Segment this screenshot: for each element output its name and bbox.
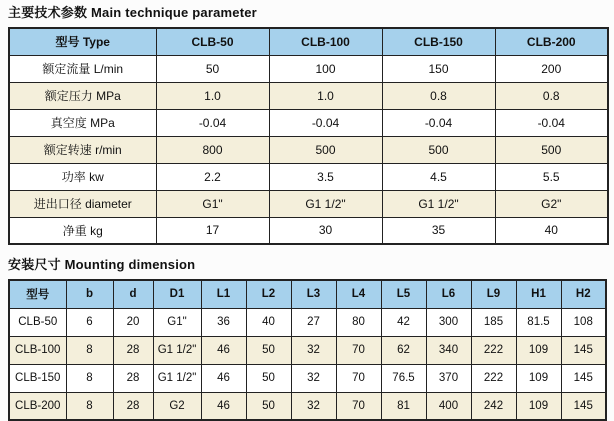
dimension-value: 81.5	[516, 308, 561, 336]
model-label: CLB-150	[9, 364, 66, 392]
mounting-column-header: H2	[561, 280, 606, 308]
model-label: CLB-50	[9, 308, 66, 336]
mounting-column-header: D1	[153, 280, 201, 308]
parameter-value: 100	[269, 55, 382, 82]
mounting-column-header: L2	[246, 280, 291, 308]
parameter-value: -0.04	[269, 109, 382, 136]
mounting-column-header: L1	[201, 280, 246, 308]
parameter-label: 真空度 MPa	[9, 109, 156, 136]
dimension-value: 80	[336, 308, 381, 336]
parameter-label: 进出口径 diameter	[9, 190, 156, 217]
dimension-value: 32	[291, 392, 336, 420]
technique-column-header: CLB-200	[495, 28, 608, 55]
dimension-value: 370	[426, 364, 471, 392]
dimension-value: 242	[471, 392, 516, 420]
dimension-value: 108	[561, 308, 606, 336]
table-row	[9, 308, 606, 336]
mounting-column-header: L6	[426, 280, 471, 308]
table-row	[9, 190, 608, 217]
mounting-column-header: d	[113, 280, 153, 308]
dimension-value: 28	[113, 364, 153, 392]
dimension-value: G1 1/2"	[153, 364, 201, 392]
parameter-value: 4.5	[382, 163, 495, 190]
dimension-value: 46	[201, 336, 246, 364]
parameter-label: 净重 kg	[9, 217, 156, 244]
dimension-value: 50	[246, 336, 291, 364]
parameter-value: 0.8	[382, 82, 495, 109]
parameter-value: 150	[382, 55, 495, 82]
parameter-value: 30	[269, 217, 382, 244]
table-row	[9, 217, 608, 244]
dimension-value: 8	[66, 392, 113, 420]
dimension-value: 46	[201, 364, 246, 392]
dimension-value: 50	[246, 364, 291, 392]
parameter-value: 1.0	[156, 82, 269, 109]
parameter-value: 200	[495, 55, 608, 82]
technique-header-row	[9, 28, 608, 55]
dimension-value: 109	[516, 392, 561, 420]
dimension-value: 109	[516, 336, 561, 364]
parameter-value: 500	[495, 136, 608, 163]
dimension-value: G1"	[153, 308, 201, 336]
dimension-value: 46	[201, 392, 246, 420]
mounting-dimension-table	[8, 279, 607, 421]
table-row	[9, 109, 608, 136]
parameter-value: 0.8	[495, 82, 608, 109]
mounting-column-header: H1	[516, 280, 561, 308]
mounting-section-title: 安装尺寸 Mounting dimension	[8, 257, 196, 272]
parameter-value: 2.2	[156, 163, 269, 190]
table-row	[9, 55, 608, 82]
parameter-value: 500	[269, 136, 382, 163]
dimension-value: 222	[471, 364, 516, 392]
parameter-value: -0.04	[382, 109, 495, 136]
dimension-value: 8	[66, 364, 113, 392]
parameter-value: G1 1/2"	[269, 190, 382, 217]
parameter-value: 17	[156, 217, 269, 244]
model-label: CLB-200	[9, 392, 66, 420]
dimension-value: 185	[471, 308, 516, 336]
technique-column-header: CLB-100	[269, 28, 382, 55]
parameter-value: 50	[156, 55, 269, 82]
parameter-value: -0.04	[495, 109, 608, 136]
table-row	[9, 336, 606, 364]
mounting-column-header: L4	[336, 280, 381, 308]
mounting-column-header: L5	[381, 280, 426, 308]
dimension-value: 300	[426, 308, 471, 336]
parameter-label: 额定流量 L/min	[9, 55, 156, 82]
model-label: CLB-100	[9, 336, 66, 364]
technique-parameter-table	[8, 27, 609, 245]
dimension-value: 70	[336, 336, 381, 364]
parameter-label: 额定压力 MPa	[9, 82, 156, 109]
technique-column-header: 型号 Type	[9, 28, 156, 55]
dimension-value: 76.5	[381, 364, 426, 392]
parameter-label: 功率 kw	[9, 163, 156, 190]
technique-section-title: 主要技术参数 Main technique parameter	[8, 5, 257, 20]
parameter-value: G2"	[495, 190, 608, 217]
dimension-value: 50	[246, 392, 291, 420]
parameter-value: 800	[156, 136, 269, 163]
dimension-value: 145	[561, 364, 606, 392]
parameter-value: 5.5	[495, 163, 608, 190]
parameter-value: 40	[495, 217, 608, 244]
parameter-value: 35	[382, 217, 495, 244]
parameter-value: G1"	[156, 190, 269, 217]
dimension-value: 109	[516, 364, 561, 392]
dimension-value: G2	[153, 392, 201, 420]
dimension-value: 145	[561, 392, 606, 420]
dimension-value: 6	[66, 308, 113, 336]
dimension-value: 8	[66, 336, 113, 364]
dimension-value: 145	[561, 336, 606, 364]
technique-column-header: CLB-150	[382, 28, 495, 55]
dimension-value: 32	[291, 364, 336, 392]
parameter-value: 1.0	[269, 82, 382, 109]
dimension-value: 62	[381, 336, 426, 364]
dimension-value: 28	[113, 392, 153, 420]
parameter-label: 额定转速 r/min	[9, 136, 156, 163]
dimension-value: 222	[471, 336, 516, 364]
dimension-value: 42	[381, 308, 426, 336]
dimension-value: 81	[381, 392, 426, 420]
table-row	[9, 163, 608, 190]
table-row	[9, 136, 608, 163]
mounting-column-header: L3	[291, 280, 336, 308]
dimension-value: G1 1/2"	[153, 336, 201, 364]
technique-column-header: CLB-50	[156, 28, 269, 55]
mounting-column-header: L9	[471, 280, 516, 308]
dimension-value: 20	[113, 308, 153, 336]
table-row	[9, 364, 606, 392]
dimension-value: 32	[291, 336, 336, 364]
table-row	[9, 392, 606, 420]
dimension-value: 400	[426, 392, 471, 420]
dimension-value: 40	[246, 308, 291, 336]
dimension-value: 36	[201, 308, 246, 336]
mounting-column-header: b	[66, 280, 113, 308]
table-row	[9, 82, 608, 109]
parameter-value: 3.5	[269, 163, 382, 190]
dimension-value: 70	[336, 392, 381, 420]
dimension-value: 27	[291, 308, 336, 336]
dimension-value: 70	[336, 364, 381, 392]
parameter-value: G1 1/2"	[382, 190, 495, 217]
dimension-value: 28	[113, 336, 153, 364]
parameter-value: 500	[382, 136, 495, 163]
mounting-column-header: 型号	[9, 280, 66, 308]
mounting-header-row	[9, 280, 606, 308]
parameter-value: -0.04	[156, 109, 269, 136]
dimension-value: 340	[426, 336, 471, 364]
